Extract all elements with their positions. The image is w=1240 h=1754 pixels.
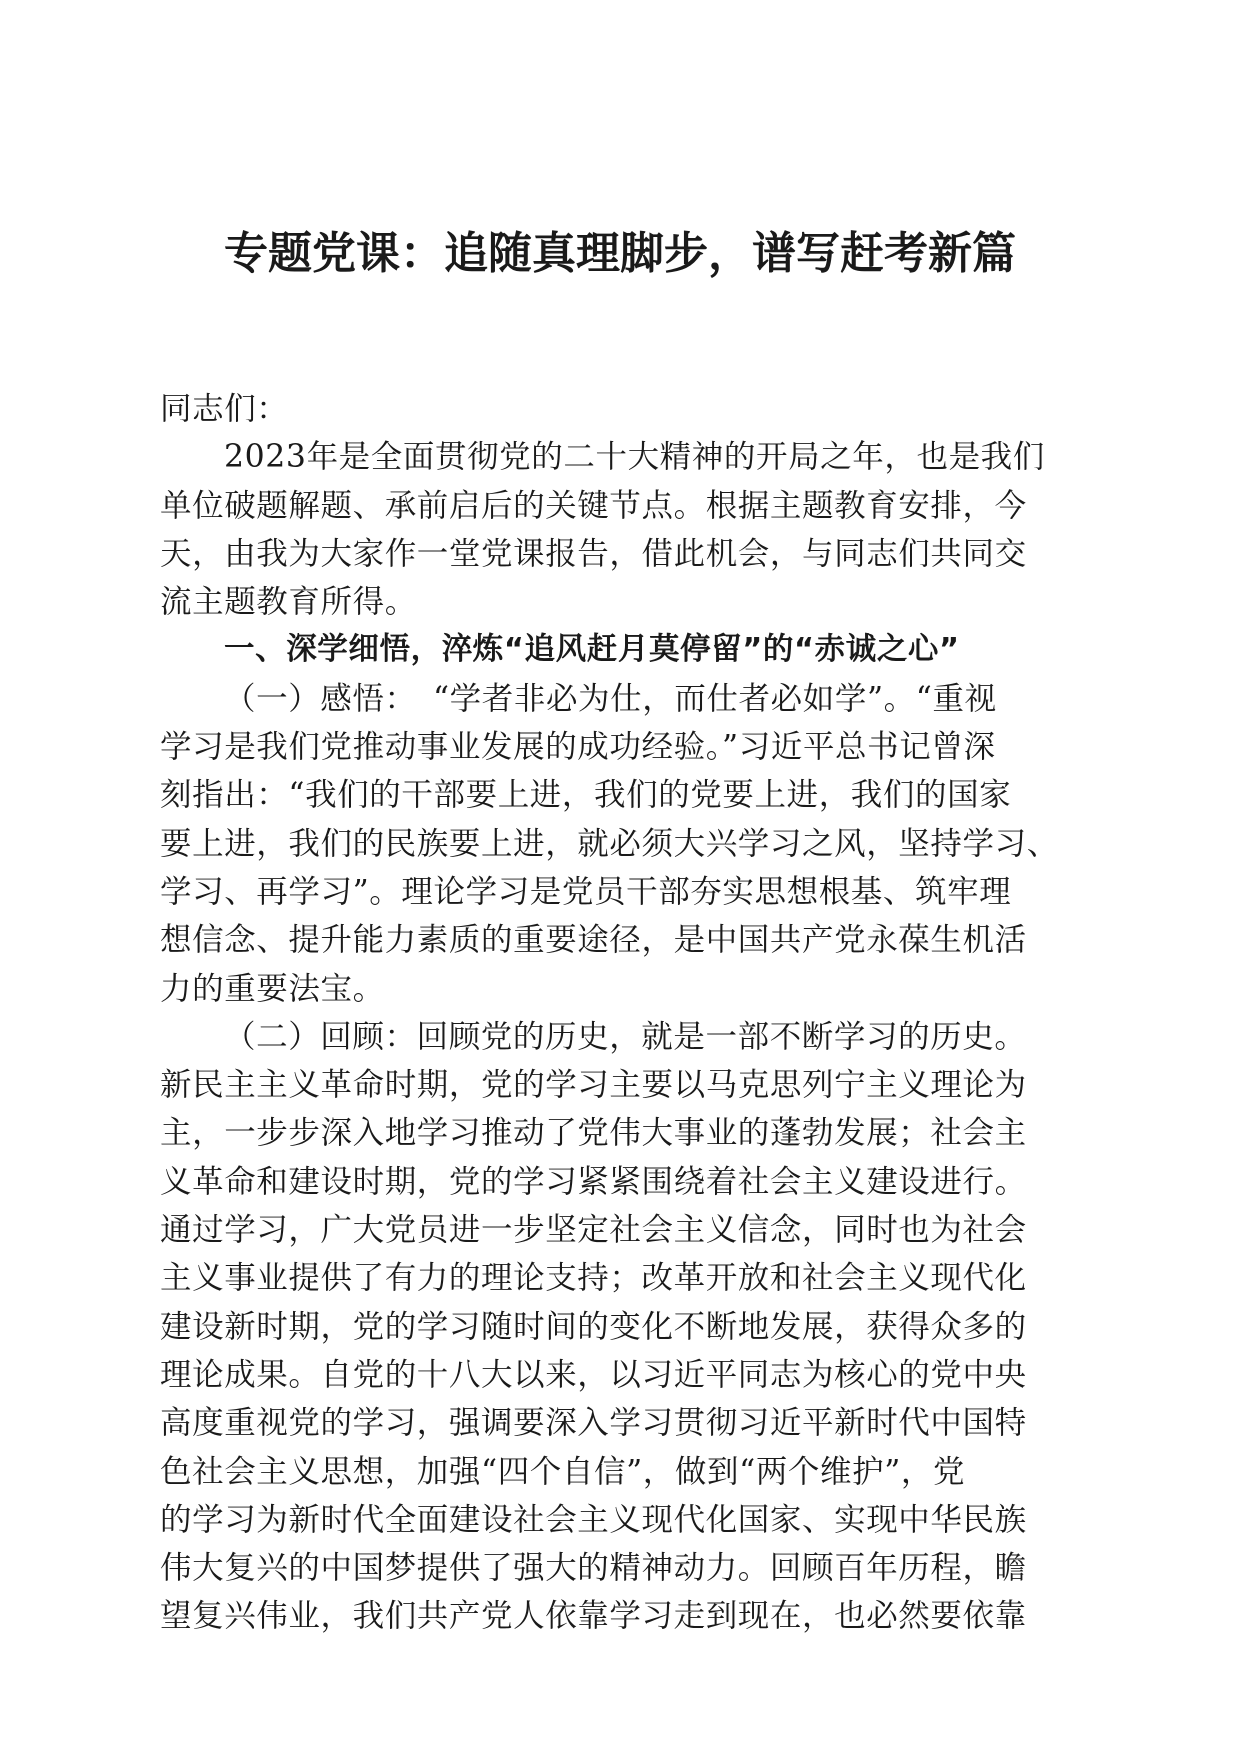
paragraph-line: 学习、再学习”。理论学习是党员干部夯实思想根基、筑牢理 (160, 873, 1012, 910)
paragraph-line: 2023年是全面贯彻党的二十大精神的开局之年，也是我们 (224, 439, 1045, 476)
paragraph-line: 义革命和建设时期，党的学习紧紧围绕着社会主义建设进行。 (160, 1163, 1027, 1200)
paragraph-line: 想信念、提升能力素质的重要途径，是中国共产党永葆生机活 (160, 922, 1027, 959)
paragraph-line: 力的重要法宝。 (160, 970, 385, 1007)
paragraph-line: 高度重视党的学习，强调要深入学习贯彻习近平新时代中国特 (160, 1405, 1027, 1442)
paragraph-line: 的学习为新时代全面建设社会主义现代化国家、实现中华民族 (160, 1501, 1027, 1538)
paragraph-line: 流主题教育所得。 (160, 584, 417, 621)
paragraph-line: 天，由我为大家作一堂党课报告，借此机会，与同志们共同交 (160, 535, 1027, 572)
paragraph-line: 理论成果。自党的十八大以来，以习近平同志为核心的党中央 (160, 1356, 1027, 1393)
paragraph-line: 主，一步步深入地学习推动了党伟大事业的蓬勃发展；社会主 (160, 1115, 1027, 1152)
salutation-line: 同志们： (160, 391, 289, 427)
paragraph-line: 建设新时期，党的学习随时间的变化不断地发展，获得众多的 (160, 1308, 1027, 1345)
paragraph-line: （二）回顾：回顾党的历史，就是一部不断学习的历史。 (224, 1018, 1027, 1055)
paragraph-line: 望复兴伟业，我们共产党人依靠学习走到现在，也必然要依靠 (160, 1598, 1027, 1635)
paragraph-line: （一）感悟： “学者非必为仕，而仕者必如学”。“重视 (224, 680, 997, 717)
paragraph-line: 新民主主义革命时期，党的学习主要以马克思列宁主义理论为 (160, 1067, 1027, 1104)
document-body (160, 385, 1090, 1641)
paragraph-line: 要上进，我们的民族要上进，就必须大兴学习之风，坚持学习、 (160, 825, 1059, 862)
paragraph-line: 色社会主义思想，加强“四个自信”，做到“两个维护”，党 (160, 1453, 966, 1490)
paragraph-line: 学习是我们党推动事业发展的成功经验。”习近平总书记曾深 (160, 729, 996, 766)
section-heading: 一、深学细悟，淬炼“追风赶月莫停留”的“赤诚之心” (224, 632, 960, 668)
paragraph-line: 单位破题解题、承前启后的关键节点。根据主题教育安排，今 (160, 487, 1027, 524)
paragraph-line: 伟大复兴的中国梦提供了强大的精神动力。回顾百年历程，瞻 (160, 1550, 1027, 1587)
paragraph-line: 刻指出：“我们的干部要上进，我们的党要上进，我们的国家 (160, 777, 1012, 814)
paragraph-line: 主义事业提供了有力的理论支持；改革开放和社会主义现代化 (160, 1260, 1027, 1297)
paragraph-line: 通过学习，广大党员进一步坚定社会主义信念，同时也为社会 (160, 1212, 1027, 1249)
document-title: 专题党课：追随真理脚步，谱写赶考新篇 (224, 228, 1016, 279)
